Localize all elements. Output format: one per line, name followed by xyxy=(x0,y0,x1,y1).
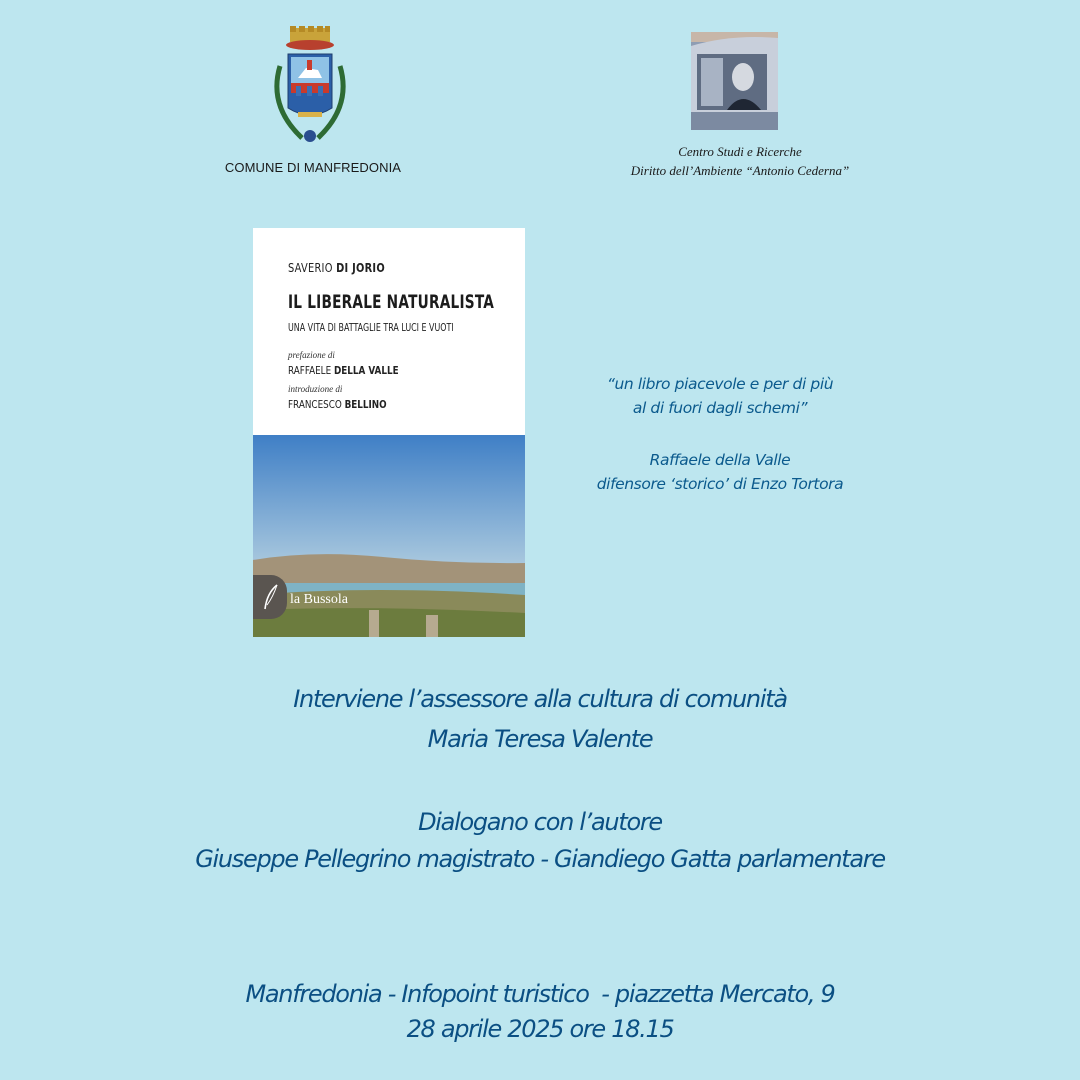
quill-icon xyxy=(253,575,287,619)
book-subtitle: UNA VITA DI BATTAGLIE TRA LUCI E VUOTI xyxy=(288,321,454,334)
intervention-line2: Maria Teresa Valente xyxy=(427,725,653,753)
intervention-line1: Interviene l’assessore alla cultura di comunità xyxy=(293,685,787,713)
book-cover xyxy=(253,228,525,637)
quote-attribution-name: Raffaele della Valle xyxy=(649,451,791,469)
book-title: IL LIBERALE NATURALISTA xyxy=(288,291,495,313)
book-intro-last: BELLINO xyxy=(344,398,387,411)
book-preface-name xyxy=(288,364,399,377)
book-preface-label: prefazione di xyxy=(288,350,335,360)
book-author-last: DI JORIO xyxy=(336,261,385,275)
review-quote xyxy=(560,372,880,496)
quote-attribution-role: difensore ‘storico’ di Enzo Tortora xyxy=(596,475,844,493)
event-datetime: 28 aprile 2025 ore 18.15 xyxy=(406,1015,674,1043)
book-preface-first: RAFFAELE xyxy=(288,364,332,377)
book-intro-label: introduzione di xyxy=(288,384,343,394)
quote-line1: “un libro piacevole e per di più xyxy=(606,375,834,393)
comune-di-manfredonia-label: COMUNE DI MANFREDONIA xyxy=(224,160,402,175)
book-author-first: SAVERIO xyxy=(288,261,333,275)
book-intro-name xyxy=(288,398,387,411)
centro-studi-label xyxy=(600,142,880,180)
book-author xyxy=(288,261,385,275)
antonio-cederna-photo xyxy=(691,32,778,130)
dialogue-line1: Dialogano con l’autore xyxy=(418,808,662,836)
centro-studi-line1: Centro Studi e Ricerche xyxy=(678,144,802,159)
publisher-logo xyxy=(253,575,287,619)
book-intro-first: FRANCESCO xyxy=(288,398,342,411)
centro-studi-line2: Diritto dell’Ambiente “Antonio Cederna” xyxy=(630,163,850,178)
quote-line2: al di fuori dagli schemi” xyxy=(632,399,808,417)
manfredonia-coat-of-arms-logo xyxy=(262,26,358,156)
publisher-name: la Bussola xyxy=(290,592,348,607)
book-preface-last: DELLA VALLE xyxy=(333,364,399,377)
dialogue-line2: Giuseppe Pellegrino magistrato - Giandiego Gatta parlamentare xyxy=(195,845,885,873)
book-cover-landscape xyxy=(253,435,525,637)
event-location: Manfredonia - Infopoint turistico - piazzetta Mercato, 9 xyxy=(245,980,835,1008)
